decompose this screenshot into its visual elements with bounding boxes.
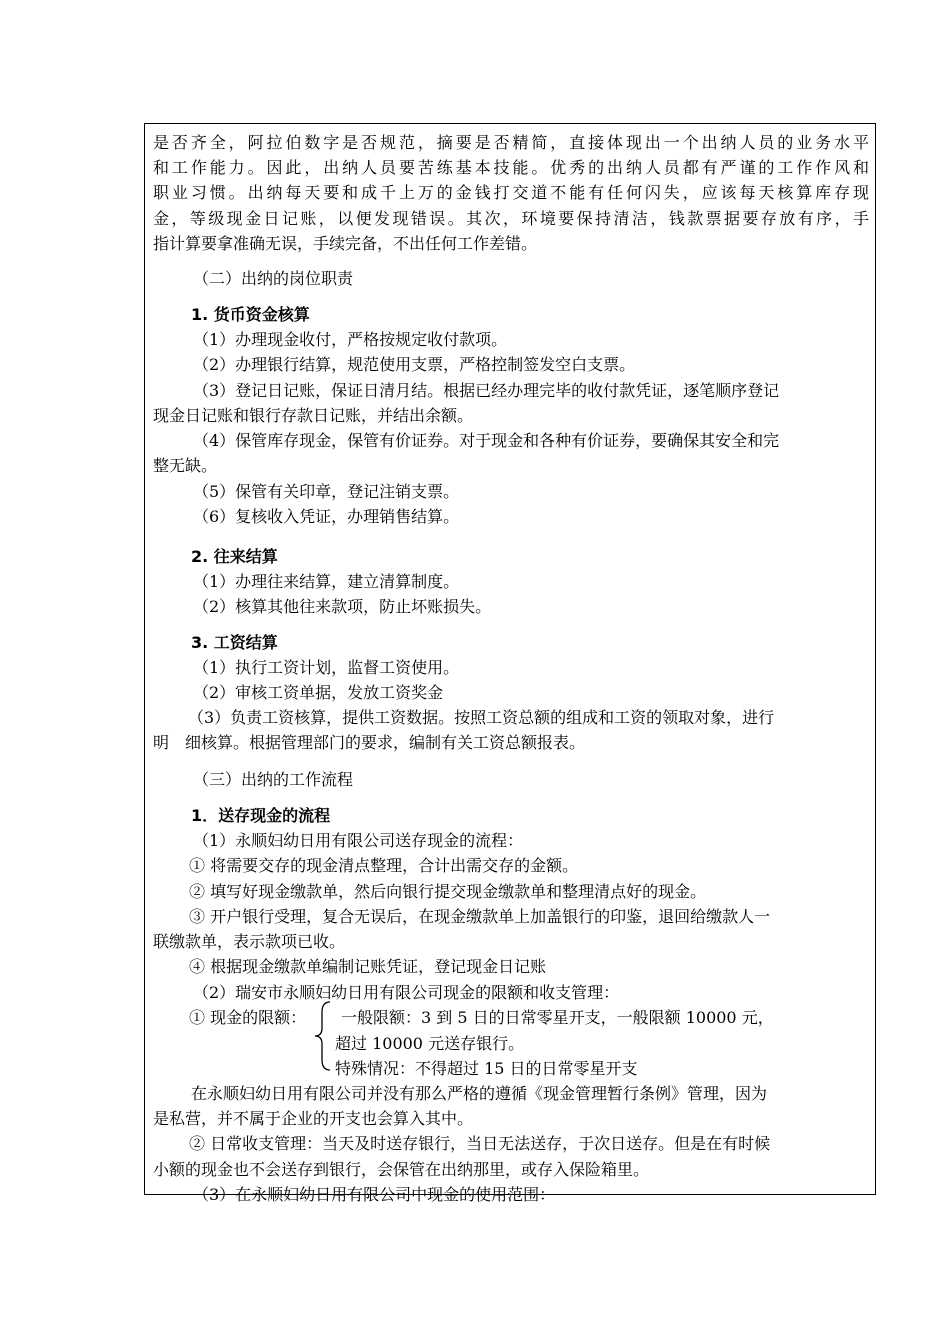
text-line: ④ 根据现金缴款单编制记账凭证，登记现金日记账 bbox=[189, 957, 547, 976]
text-line: 是否齐全，阿拉伯数字是否规范，摘要是否精简，直接体现出一个出纳人员的业务水平 bbox=[153, 133, 869, 152]
text-line: 小额的现金也不会送存到银行，会保管在出纳那里，或存入保险箱里。 bbox=[153, 1160, 650, 1179]
text-line: 现金日记账和银行存款日记账，并结出余额。 bbox=[153, 406, 474, 425]
text-line: 职业习惯。出纳每天要和成千上万的金钱打交道不能有任何闪失，应该每天核算库存现 bbox=[153, 183, 869, 202]
text-line: （2）瑞安市永顺妇幼日用有限公司现金的限额和收支管理： bbox=[193, 983, 620, 1002]
text-line: （4）保管库存现金，保管有价证券。对于现金和各种有价证券，要确保其安全和完 bbox=[193, 431, 780, 450]
text-line: 明 细核算。根据管理部门的要求，编制有关工资总额报表。 bbox=[153, 733, 586, 752]
text-line: ② 日常收支管理：当天及时送存银行，当日无法送存，于次日送存。但是在有时候 bbox=[189, 1134, 771, 1153]
text-line: 在永顺妇幼日用有限公司并没有那么严格的遵循《现金管理暂行条例》管理，因为 bbox=[191, 1084, 768, 1103]
section-heading: 1. 货币资金核算 bbox=[191, 305, 310, 324]
text-line: 整无缺。 bbox=[153, 456, 218, 475]
text-line: 金，等级现金日记账，以便发现错误。其次，环境要保持清洁，钱款票据要存放有序，手 bbox=[153, 209, 869, 228]
text-line: 联缴款单，表示款项已收。 bbox=[153, 932, 346, 951]
text-line: （2）审核工资单据，发放工资奖金 bbox=[193, 683, 444, 702]
text-line: 和工作能力。因此，出纳人员要苦练基本技能。优秀的出纳人员都有严谨的工作作风和 bbox=[153, 158, 869, 177]
text-line: （5）保管有关印章，登记注销支票。 bbox=[193, 482, 460, 501]
text-line: ② 填写好现金缴款单，然后向银行提交现金缴款单和整理清点好的现金。 bbox=[189, 882, 707, 901]
section-heading: 3. 工资结算 bbox=[191, 633, 278, 652]
text-line: 一般限额：3 到 5 日的日常零星开支，一般限额 10000 元， bbox=[341, 1008, 774, 1027]
text-line: 超过 10000 元送存银行。 bbox=[335, 1034, 525, 1053]
text-line: （2）办理银行结算，规范使用支票，严格控制签发空白支票。 bbox=[193, 355, 636, 374]
text-line: （1）永顺妇幼日用有限公司送存现金的流程： bbox=[193, 831, 524, 850]
text-line: （1）办理往来结算，建立清算制度。 bbox=[193, 572, 460, 591]
text-line: （1）办理现金收付，严格按规定收付款项。 bbox=[193, 330, 508, 349]
text-line: （二）出纳的岗位职责 bbox=[193, 269, 354, 288]
text-line: （1）执行工资计划，监督工资使用。 bbox=[193, 658, 460, 677]
text-line: ① 将需要交存的现金清点整理，合计出需交存的金额。 bbox=[189, 856, 579, 875]
section-heading: 2. 往来结算 bbox=[191, 547, 278, 566]
text-line: （三）出纳的工作流程 bbox=[193, 770, 354, 789]
text-line: 指计算要拿准确无误，手续完备，不出任何工作差错。 bbox=[153, 234, 538, 253]
brace-bracket bbox=[312, 1000, 336, 1072]
text-line: 是私营，并不属于企业的开支也会算入其中。 bbox=[153, 1109, 474, 1128]
text-line: （6）复核收入凭证，办理销售结算。 bbox=[193, 507, 460, 526]
section-heading: 1．送存现金的流程 bbox=[191, 806, 331, 825]
text-line: 特殊情况：不得超过 15 日的日常零星开支 bbox=[335, 1059, 638, 1078]
text-line: ③ 开户银行受理，复合无误后，在现金缴款单上加盖银行的印鉴，退回给缴款人一 bbox=[189, 907, 771, 926]
text-line: （3）负责工资核算，提供工资数据。按照工资总额的组成和工资的领取对象，进行 bbox=[188, 708, 775, 727]
text-line: ① 现金的限额： bbox=[189, 1008, 307, 1027]
text-line: （3）在永顺妇幼日用有限公司中现金的使用范围： bbox=[193, 1185, 556, 1204]
text-line: （3）登记日记账，保证日清月结。根据已经办理完毕的收付款凭证，逐笔顺序登记 bbox=[193, 381, 780, 400]
text-line: （2）核算其他往来款项，防止坏账损失。 bbox=[193, 597, 492, 616]
